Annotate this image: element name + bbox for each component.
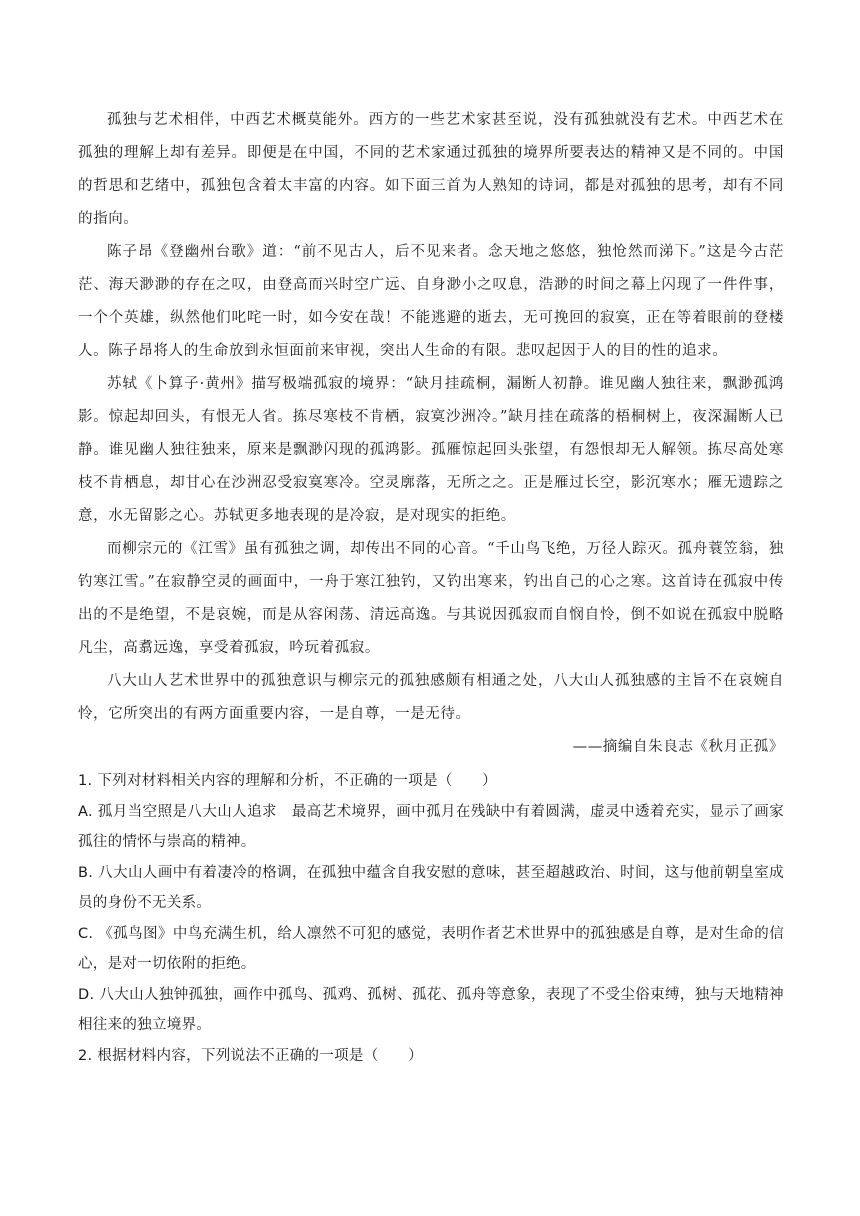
option-c: C. 《孤鸟图》中鸟充满生机，给人凛然不可犯的感觉，表明作者艺术世界中的孤独感是自尊，是对生命的信心，是对一切依附的拒绝。 [78, 925, 784, 972]
passage-source: ——摘编自朱良志《秋月正孤》 [572, 739, 784, 755]
question-stem: 2. 根据材料内容，下列说法不正确的一项是（ ） [78, 1047, 423, 1064]
passage-paragraph: 陈子昂《登幽州台歌》道：“前不见古人，后不见来者。念天地之悠悠，独怆然而涕下。”这是今古茫茫、海天渺渺的存在之叹，由登高而兴时空广远、自身渺小之叹息，浩渺的时间之幕上闪现了一件件事，一个个英雄，纵然他们叱咤一时，如今安在哉！不能逃避的逝去，无可挽回的寂寞，正在等着眼前的登楼人。陈子昂将人的生命放到永恒面前来审视，突出人生命的有限。悲叹起因于人的目的性的追求。 [78, 244, 784, 359]
document-content [78, 104, 784, 1071]
question-1 [78, 766, 784, 1041]
question-stem: 1. 下列对材料相关内容的理解和分析，不正确的一项是（ ） [78, 773, 497, 789]
passage-paragraph: 苏轼《卜算子·黄州》描写极端孤寂的境界：“缺月挂疏桐，漏断人初静。谁见幽人独往来，飘渺孤鸿影。惊起却回头，有恨无人省。拣尽寒枝不肯栖，寂寞沙洲冷。”缺月挂在疏落的梧桐树上，夜深漏断人已静。谁见幽人独往独来，原来是飘渺闪现的孤鸿影。孤雁惊起回头张望，有怨恨却无人解领。拣尽高处寒枝不肯栖息，却甘心在沙洲忍受寂寞寒冷。空灵廓落，无所之之。正是雁过长空，影沉寒水；雁无遗踪之意，水无留影之心。苏轼更多地表现的是冷寂，是对现实的拒绝。 [78, 376, 784, 524]
question-2 [78, 1041, 784, 1072]
option-d: D. 八大山人独钟孤独，画作中孤鸟、孤鸡、孤树、孤花、孤舟等意象，表现了不受尘俗束缚，独与天地精神相往来的独立境界。 [78, 986, 784, 1033]
option-b: B. 八大山人画中有着凄冷的格调，在孤独中蕴含自我安慰的意味，甚至超越政治、时间，这与他前朝皇室成员的身份不无关系。 [78, 864, 784, 911]
passage-paragraph: 八大山人艺术世界中的孤独意识与柳宗元的孤独感颇有相通之处，八大山人孤独感的主旨不在哀婉自怜，它所突出的有两方面重要内容，一是自尊，一是无待。 [78, 673, 784, 722]
passage-paragraph: 孤独与艺术相伴，中西艺术概莫能外。西方的一些艺术家甚至说，没有孤独就没有艺术。中西艺术在孤独的理解上却有差异。即便是在中国，不同的艺术家通过孤独的境界所要表达的精神又是不同的。中国的哲思和艺绪中，孤独包含着太丰富的内容。如下面三首为人熟知的诗词，都是对孤独的思考，却有不同的指向。 [78, 112, 784, 227]
passage-paragraph: 而柳宗元的《江雪》虽有孤独之调，却传出不同的心音。“千山鸟飞绝，万径人踪灭。孤舟蓑笠翁，独钓寒江雪。”在寂静空灵的画面中，一舟于寒江独钓，又钓出寒来，钓出自己的心之寒。这首诗在孤寂中传出的不是绝望，不是哀婉，而是从容闲荡、清远高逸。与其说因孤寂而自悯自怜，倒不如说在孤寂中脱略凡尘，高翥远逸，享受着孤寂，吟玩着孤寂。 [78, 541, 784, 656]
option-a: A. 孤月当空照是八大山人追求 最高艺术境界，画中孤月在残缺中有着圆满，虚灵中透着充实，显示了画家孤往的情怀与崇高的精神。 [78, 803, 784, 850]
